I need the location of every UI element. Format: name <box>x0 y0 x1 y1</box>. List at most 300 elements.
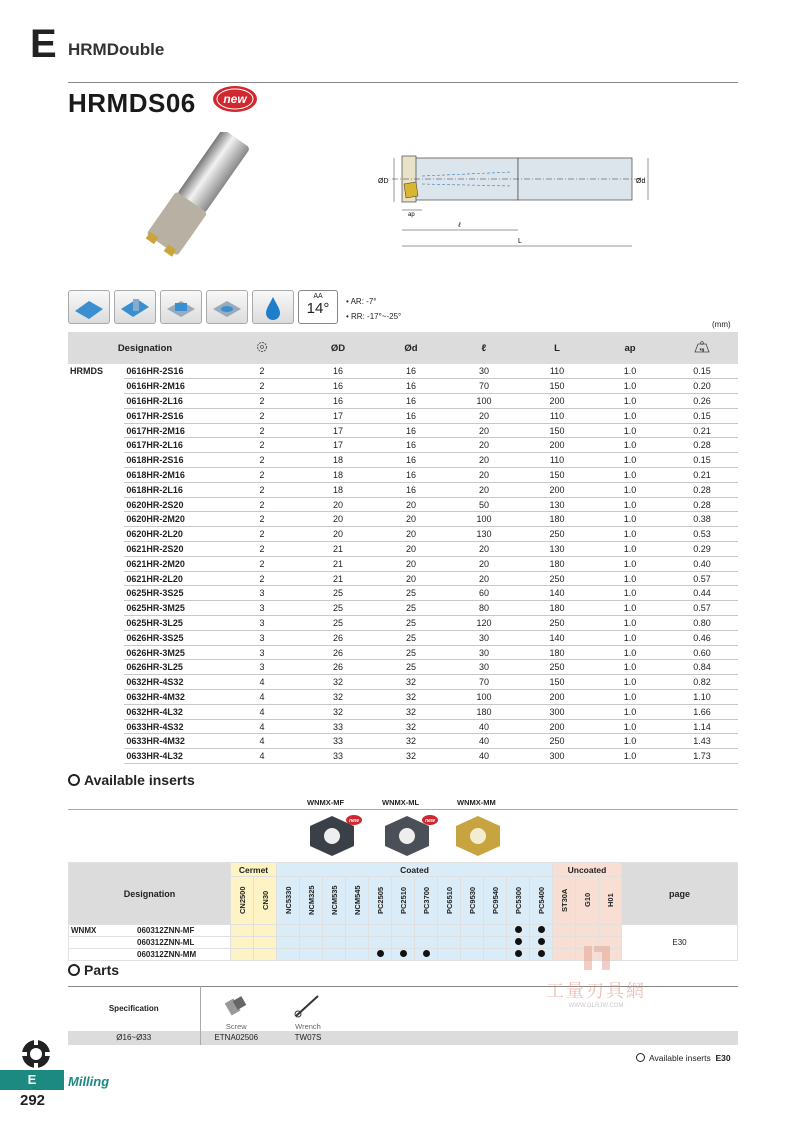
value-cell: 4 <box>222 675 302 690</box>
grade-name: PC5400 <box>530 877 553 925</box>
availability-dot <box>515 950 522 957</box>
value-cell: 32 <box>302 675 374 690</box>
table-row <box>68 379 738 394</box>
table-row <box>68 408 738 423</box>
designation-cell: 0617HR-2L16 <box>124 438 222 453</box>
value-cell: 0.84 <box>666 660 738 675</box>
value-cell: 20 <box>374 497 448 512</box>
watermark <box>526 944 666 1016</box>
value-cell: 0.21 <box>666 468 738 483</box>
family-cell <box>68 734 124 749</box>
available-inserts-ref[interactable]: Available inserts E30 <box>636 1052 731 1063</box>
value-cell: 2 <box>222 527 302 542</box>
family-cell <box>68 616 124 631</box>
designation-cell: 0626HR-3L25 <box>124 660 222 675</box>
value-cell: 16 <box>374 379 448 394</box>
value-cell: 100 <box>448 690 520 705</box>
insert-mf-icon <box>302 812 362 860</box>
grade-cell <box>369 937 392 949</box>
grade-name: PC9540 <box>484 877 507 925</box>
value-cell: 1.0 <box>594 453 666 468</box>
value-cell: 0.46 <box>666 630 738 645</box>
value-cell: 20 <box>448 556 520 571</box>
value-cell: 2 <box>222 438 302 453</box>
grade-name: NCM545 <box>346 877 369 925</box>
value-cell: 2 <box>222 512 302 527</box>
value-cell: 0.28 <box>666 482 738 497</box>
value-cell: 1.0 <box>594 364 666 379</box>
value-cell: 1.0 <box>594 423 666 438</box>
grade-name: PC9530 <box>461 877 484 925</box>
grade-name: ST30A <box>553 877 576 925</box>
value-cell: 2 <box>222 482 302 497</box>
value-cell: 20 <box>374 542 448 557</box>
value-cell: 1.0 <box>594 394 666 409</box>
grade-designation-header: Designation <box>69 863 231 925</box>
value-cell: 3 <box>222 660 302 675</box>
value-cell: 70 <box>448 379 520 394</box>
designation-cell: 0618HR-2S16 <box>124 453 222 468</box>
dim-od-label: ØD <box>378 178 389 185</box>
value-cell: 30 <box>448 630 520 645</box>
value-cell: 1.0 <box>594 601 666 616</box>
value-cell: 1.43 <box>666 734 738 749</box>
th-dd: Ød <box>374 332 448 364</box>
value-cell: 26 <box>302 630 374 645</box>
value-cell: 16 <box>374 394 448 409</box>
value-cell: 2 <box>222 497 302 512</box>
value-cell: 0.40 <box>666 556 738 571</box>
grade-cell <box>231 949 254 961</box>
value-cell: 20 <box>448 468 520 483</box>
value-cell: 16 <box>374 423 448 438</box>
table-row <box>68 734 738 749</box>
value-cell: 25 <box>302 601 374 616</box>
value-cell: 40 <box>448 734 520 749</box>
grade-name: PC5300 <box>507 877 530 925</box>
product-title: HRMDS06 <box>68 88 196 118</box>
family-cell <box>68 660 124 675</box>
value-cell: 32 <box>302 690 374 705</box>
value-cell: 180 <box>448 704 520 719</box>
value-cell: 0.29 <box>666 542 738 557</box>
designation-cell: 0617HR-2S16 <box>124 408 222 423</box>
arrow-circle-icon <box>68 964 80 976</box>
value-cell: 2 <box>222 394 302 409</box>
arrow-circle-icon <box>636 1053 645 1062</box>
grade-cell <box>300 949 323 961</box>
svg-text:new: new <box>425 818 435 824</box>
grade-cell <box>300 937 323 949</box>
value-cell: 1.0 <box>594 630 666 645</box>
family-cell <box>68 468 124 483</box>
grade-group-row <box>69 863 738 877</box>
value-cell: 20 <box>448 438 520 453</box>
grade-designation: WNMX 060312ZNN-MF <box>69 925 231 937</box>
table-row <box>68 438 738 453</box>
designation-cell: 0618HR-2M16 <box>124 468 222 483</box>
value-cell: 2 <box>222 453 302 468</box>
value-cell: 1.73 <box>666 749 738 764</box>
value-cell: 30 <box>448 364 520 379</box>
value-cell: 4 <box>222 734 302 749</box>
value-cell: 1.0 <box>594 438 666 453</box>
value-cell: 16 <box>302 379 374 394</box>
family-cell <box>68 542 124 557</box>
family-cell <box>68 556 124 571</box>
value-cell: 32 <box>374 734 448 749</box>
value-cell: 150 <box>520 423 594 438</box>
table-row <box>68 394 738 409</box>
grade-cell <box>231 925 254 937</box>
family-cell <box>68 527 124 542</box>
grade-cell <box>369 949 392 961</box>
grade-cell <box>277 925 300 937</box>
insert-name-ml: WNMX-ML <box>382 798 420 807</box>
spec-table <box>68 332 738 764</box>
value-cell: 150 <box>520 675 594 690</box>
designation-cell: 0621HR-2M20 <box>124 556 222 571</box>
grade-cell <box>392 937 415 949</box>
value-cell: 0.26 <box>666 394 738 409</box>
value-cell: 3 <box>222 586 302 601</box>
insert-ml-icon <box>377 812 439 860</box>
family-cell: HRMDS <box>70 366 103 377</box>
value-cell: 16 <box>374 482 448 497</box>
value-cell: 20 <box>302 527 374 542</box>
table-row <box>68 601 738 616</box>
th-ap: ap <box>594 332 666 364</box>
designation-cell: 0620HR-2M20 <box>124 512 222 527</box>
value-cell: 2 <box>222 408 302 423</box>
value-cell: 33 <box>302 749 374 764</box>
parts-heading: Parts <box>68 962 119 978</box>
grade-cell <box>461 925 484 937</box>
svg-text:kg: kg <box>699 346 705 351</box>
value-cell: 2 <box>222 542 302 557</box>
table-row <box>68 527 738 542</box>
cutting-angle-box <box>298 290 338 324</box>
grade-cell <box>254 949 277 961</box>
value-cell: 16 <box>374 438 448 453</box>
value-cell: 20 <box>448 571 520 586</box>
value-cell: 20 <box>374 571 448 586</box>
designation-cell: 0626HR-3S25 <box>124 630 222 645</box>
value-cell: 0.44 <box>666 586 738 601</box>
value-cell: 26 <box>302 645 374 660</box>
new-badge-text: new <box>223 92 247 106</box>
dim-ap-label: ap <box>408 212 415 218</box>
value-cell: 18 <box>302 468 374 483</box>
value-cell: 180 <box>520 601 594 616</box>
value-cell: 26 <box>302 660 374 675</box>
value-cell: 32 <box>374 749 448 764</box>
grade-cell <box>392 949 415 961</box>
value-cell: 100 <box>448 394 520 409</box>
table-row <box>68 482 738 497</box>
milling-cutter-icon <box>20 1038 52 1070</box>
value-cell: 40 <box>448 719 520 734</box>
table-row <box>68 364 738 379</box>
value-cell: 0.80 <box>666 616 738 631</box>
family-cell <box>68 704 124 719</box>
value-cell: 3 <box>222 616 302 631</box>
grade-cell <box>576 925 599 937</box>
coolant-icon <box>252 290 294 324</box>
watermark-url: WWW.GLRJW.COM <box>568 1003 624 1009</box>
table-row <box>68 423 738 438</box>
grade-name: PC3700 <box>415 877 438 925</box>
value-cell: 300 <box>520 704 594 719</box>
th-od: ØD <box>302 332 374 364</box>
table-row <box>68 645 738 660</box>
flutes-icon <box>256 341 268 353</box>
value-cell: 25 <box>374 616 448 631</box>
th-designation: Designation <box>68 332 222 364</box>
value-cell: 60 <box>448 586 520 601</box>
value-cell: 21 <box>302 556 374 571</box>
value-cell: 25 <box>374 601 448 616</box>
table-row <box>68 468 738 483</box>
value-cell: 18 <box>302 453 374 468</box>
table-row <box>68 571 738 586</box>
grade-designation: 060312ZNN-ML <box>69 937 231 949</box>
value-cell: 1.0 <box>594 556 666 571</box>
table-row <box>68 675 738 690</box>
value-cell: 30 <box>448 660 520 675</box>
screw-icon <box>221 990 251 1020</box>
grade-cell <box>346 925 369 937</box>
value-cell: 33 <box>302 719 374 734</box>
value-cell: 32 <box>374 675 448 690</box>
value-cell: 1.10 <box>666 690 738 705</box>
value-cell: 16 <box>374 453 448 468</box>
value-cell: 140 <box>520 630 594 645</box>
grade-name: NC5330 <box>277 877 300 925</box>
designation-cell: 0621HR-2S20 <box>124 542 222 557</box>
grade-cell <box>346 949 369 961</box>
family-cell <box>68 482 124 497</box>
grade-name: NCM535 <box>323 877 346 925</box>
value-cell: 2 <box>222 571 302 586</box>
value-cell: 16 <box>374 408 448 423</box>
value-cell: 0.28 <box>666 438 738 453</box>
slotting-icon <box>160 290 202 324</box>
insert-mm-icon <box>450 812 506 860</box>
family-cell <box>68 630 124 645</box>
grade-cell <box>599 925 622 937</box>
value-cell: 1.0 <box>594 527 666 542</box>
family-cell <box>68 497 124 512</box>
insert-name-mf: WNMX-MF <box>307 798 345 807</box>
header-rule <box>68 82 738 83</box>
family-cell <box>68 645 124 660</box>
parts-wrench-value: TW07S <box>294 1033 322 1042</box>
grade-cell <box>254 937 277 949</box>
value-cell: 25 <box>374 660 448 675</box>
value-cell: 180 <box>520 512 594 527</box>
availability-dot <box>377 950 384 957</box>
value-cell: 32 <box>374 719 448 734</box>
value-cell: 20 <box>448 453 520 468</box>
parts-wrench-cell: Wrench <box>272 987 344 1031</box>
grade-cell <box>530 925 553 937</box>
value-cell: 250 <box>520 660 594 675</box>
table-row <box>68 690 738 705</box>
value-cell: 150 <box>520 379 594 394</box>
value-cell: 20 <box>448 482 520 497</box>
unit-label: (mm) <box>712 320 731 329</box>
table-row <box>68 660 738 675</box>
value-cell: 300 <box>520 749 594 764</box>
designation-cell: 0616HR-2S16 <box>124 364 222 379</box>
family-cell <box>68 601 124 616</box>
value-cell: 2 <box>222 379 302 394</box>
value-cell: 0.15 <box>666 408 738 423</box>
grade-cell <box>484 937 507 949</box>
value-cell: 20 <box>374 556 448 571</box>
designation-cell: 0617HR-2M16 <box>124 423 222 438</box>
value-cell: 20 <box>302 497 374 512</box>
value-cell: 4 <box>222 749 302 764</box>
th-L: L <box>520 332 594 364</box>
value-cell: 0.60 <box>666 645 738 660</box>
family-cell <box>68 379 124 394</box>
grade-page-ref[interactable]: E30 <box>622 925 738 961</box>
value-cell: 21 <box>302 571 374 586</box>
table-row <box>68 542 738 557</box>
value-cell: 0.28 <box>666 497 738 512</box>
category-label: Milling <box>68 1074 110 1089</box>
designation-cell: 0633HR-4S32 <box>124 719 222 734</box>
grade-cell <box>277 937 300 949</box>
family-cell <box>68 571 124 586</box>
parts-value-row <box>68 1031 738 1045</box>
designation-cell: 0618HR-2L16 <box>124 482 222 497</box>
arrow-circle-icon <box>68 774 80 786</box>
parts-screw-value: ETNA02506 <box>214 1033 259 1042</box>
availability-dot <box>515 938 522 945</box>
value-cell: 1.66 <box>666 704 738 719</box>
designation-cell: 0633HR-4L32 <box>124 749 222 764</box>
value-cell: 16 <box>302 394 374 409</box>
insert-names-row <box>68 796 738 810</box>
value-cell: 1.0 <box>594 586 666 601</box>
grade-cell <box>323 925 346 937</box>
value-cell: 50 <box>448 497 520 512</box>
group-cermet: Cermet <box>231 863 277 877</box>
table-row <box>68 719 738 734</box>
grade-cell <box>254 925 277 937</box>
value-cell: 2 <box>222 556 302 571</box>
availability-dot <box>538 926 545 933</box>
value-cell: 16 <box>374 468 448 483</box>
family-cell <box>68 749 124 764</box>
value-cell: 110 <box>520 408 594 423</box>
table-row <box>68 586 738 601</box>
grade-name: H01 <box>599 877 622 925</box>
grade-row <box>69 925 738 937</box>
designation-cell: 0616HR-2L16 <box>124 394 222 409</box>
family-cell <box>68 438 124 453</box>
value-cell: 16 <box>374 364 448 379</box>
cutting-angle-value: 14° <box>306 300 330 317</box>
th-flutes <box>222 332 302 364</box>
grade-name: PC6510 <box>438 877 461 925</box>
value-cell: 30 <box>448 645 520 660</box>
value-cell: 0.82 <box>666 675 738 690</box>
value-cell: 1.0 <box>594 719 666 734</box>
grade-page-header: page <box>622 863 738 925</box>
value-cell: 200 <box>520 394 594 409</box>
designation-cell: 0625HR-3L25 <box>124 616 222 631</box>
grade-cell <box>415 937 438 949</box>
value-cell: 17 <box>302 423 374 438</box>
grade-cell <box>461 949 484 961</box>
value-cell: 25 <box>374 586 448 601</box>
family-cell <box>68 394 124 409</box>
value-cell: 2 <box>222 364 302 379</box>
value-cell: 200 <box>520 719 594 734</box>
table-row <box>68 630 738 645</box>
value-cell: 0.21 <box>666 423 738 438</box>
value-cell: 0.15 <box>666 453 738 468</box>
axial-rake: • AR: -7° <box>346 297 377 306</box>
designation-cell: 0625HR-3S25 <box>124 586 222 601</box>
value-cell: 1.0 <box>594 408 666 423</box>
value-cell: 1.0 <box>594 571 666 586</box>
value-cell: 1.0 <box>594 704 666 719</box>
value-cell: 250 <box>520 571 594 586</box>
tool-drawing <box>372 154 662 250</box>
cutting-angle-top: AA <box>313 293 323 300</box>
value-cell: 3 <box>222 645 302 660</box>
value-cell: 130 <box>448 527 520 542</box>
value-cell: 130 <box>520 542 594 557</box>
value-cell: 20 <box>302 512 374 527</box>
designation-cell: 0616HR-2M16 <box>124 379 222 394</box>
weight-icon <box>694 341 710 353</box>
value-cell: 1.0 <box>594 690 666 705</box>
family-cell <box>68 675 124 690</box>
section-tab: E <box>0 1070 64 1090</box>
value-cell: 4 <box>222 719 302 734</box>
value-cell: 80 <box>448 601 520 616</box>
section-letter: E <box>30 22 57 66</box>
family-cell <box>68 719 124 734</box>
grade-cell <box>484 949 507 961</box>
value-cell: 0.57 <box>666 601 738 616</box>
table-row <box>68 512 738 527</box>
grade-name: NCM325 <box>300 877 323 925</box>
value-cell: 1.0 <box>594 512 666 527</box>
value-cell: 1.0 <box>594 497 666 512</box>
value-cell: 25 <box>374 630 448 645</box>
value-cell: 150 <box>520 468 594 483</box>
family-cell <box>68 453 124 468</box>
watermark-logo-icon <box>576 944 616 972</box>
grade-cell <box>507 925 530 937</box>
value-cell: 20 <box>448 542 520 557</box>
value-cell: 25 <box>302 616 374 631</box>
availability-dot <box>400 950 407 957</box>
grade-cell <box>438 925 461 937</box>
value-cell: 1.14 <box>666 719 738 734</box>
rake-angles <box>346 294 401 324</box>
value-cell: 3 <box>222 601 302 616</box>
value-cell: 1.0 <box>594 645 666 660</box>
designation-cell: 0625HR-3M25 <box>124 601 222 616</box>
